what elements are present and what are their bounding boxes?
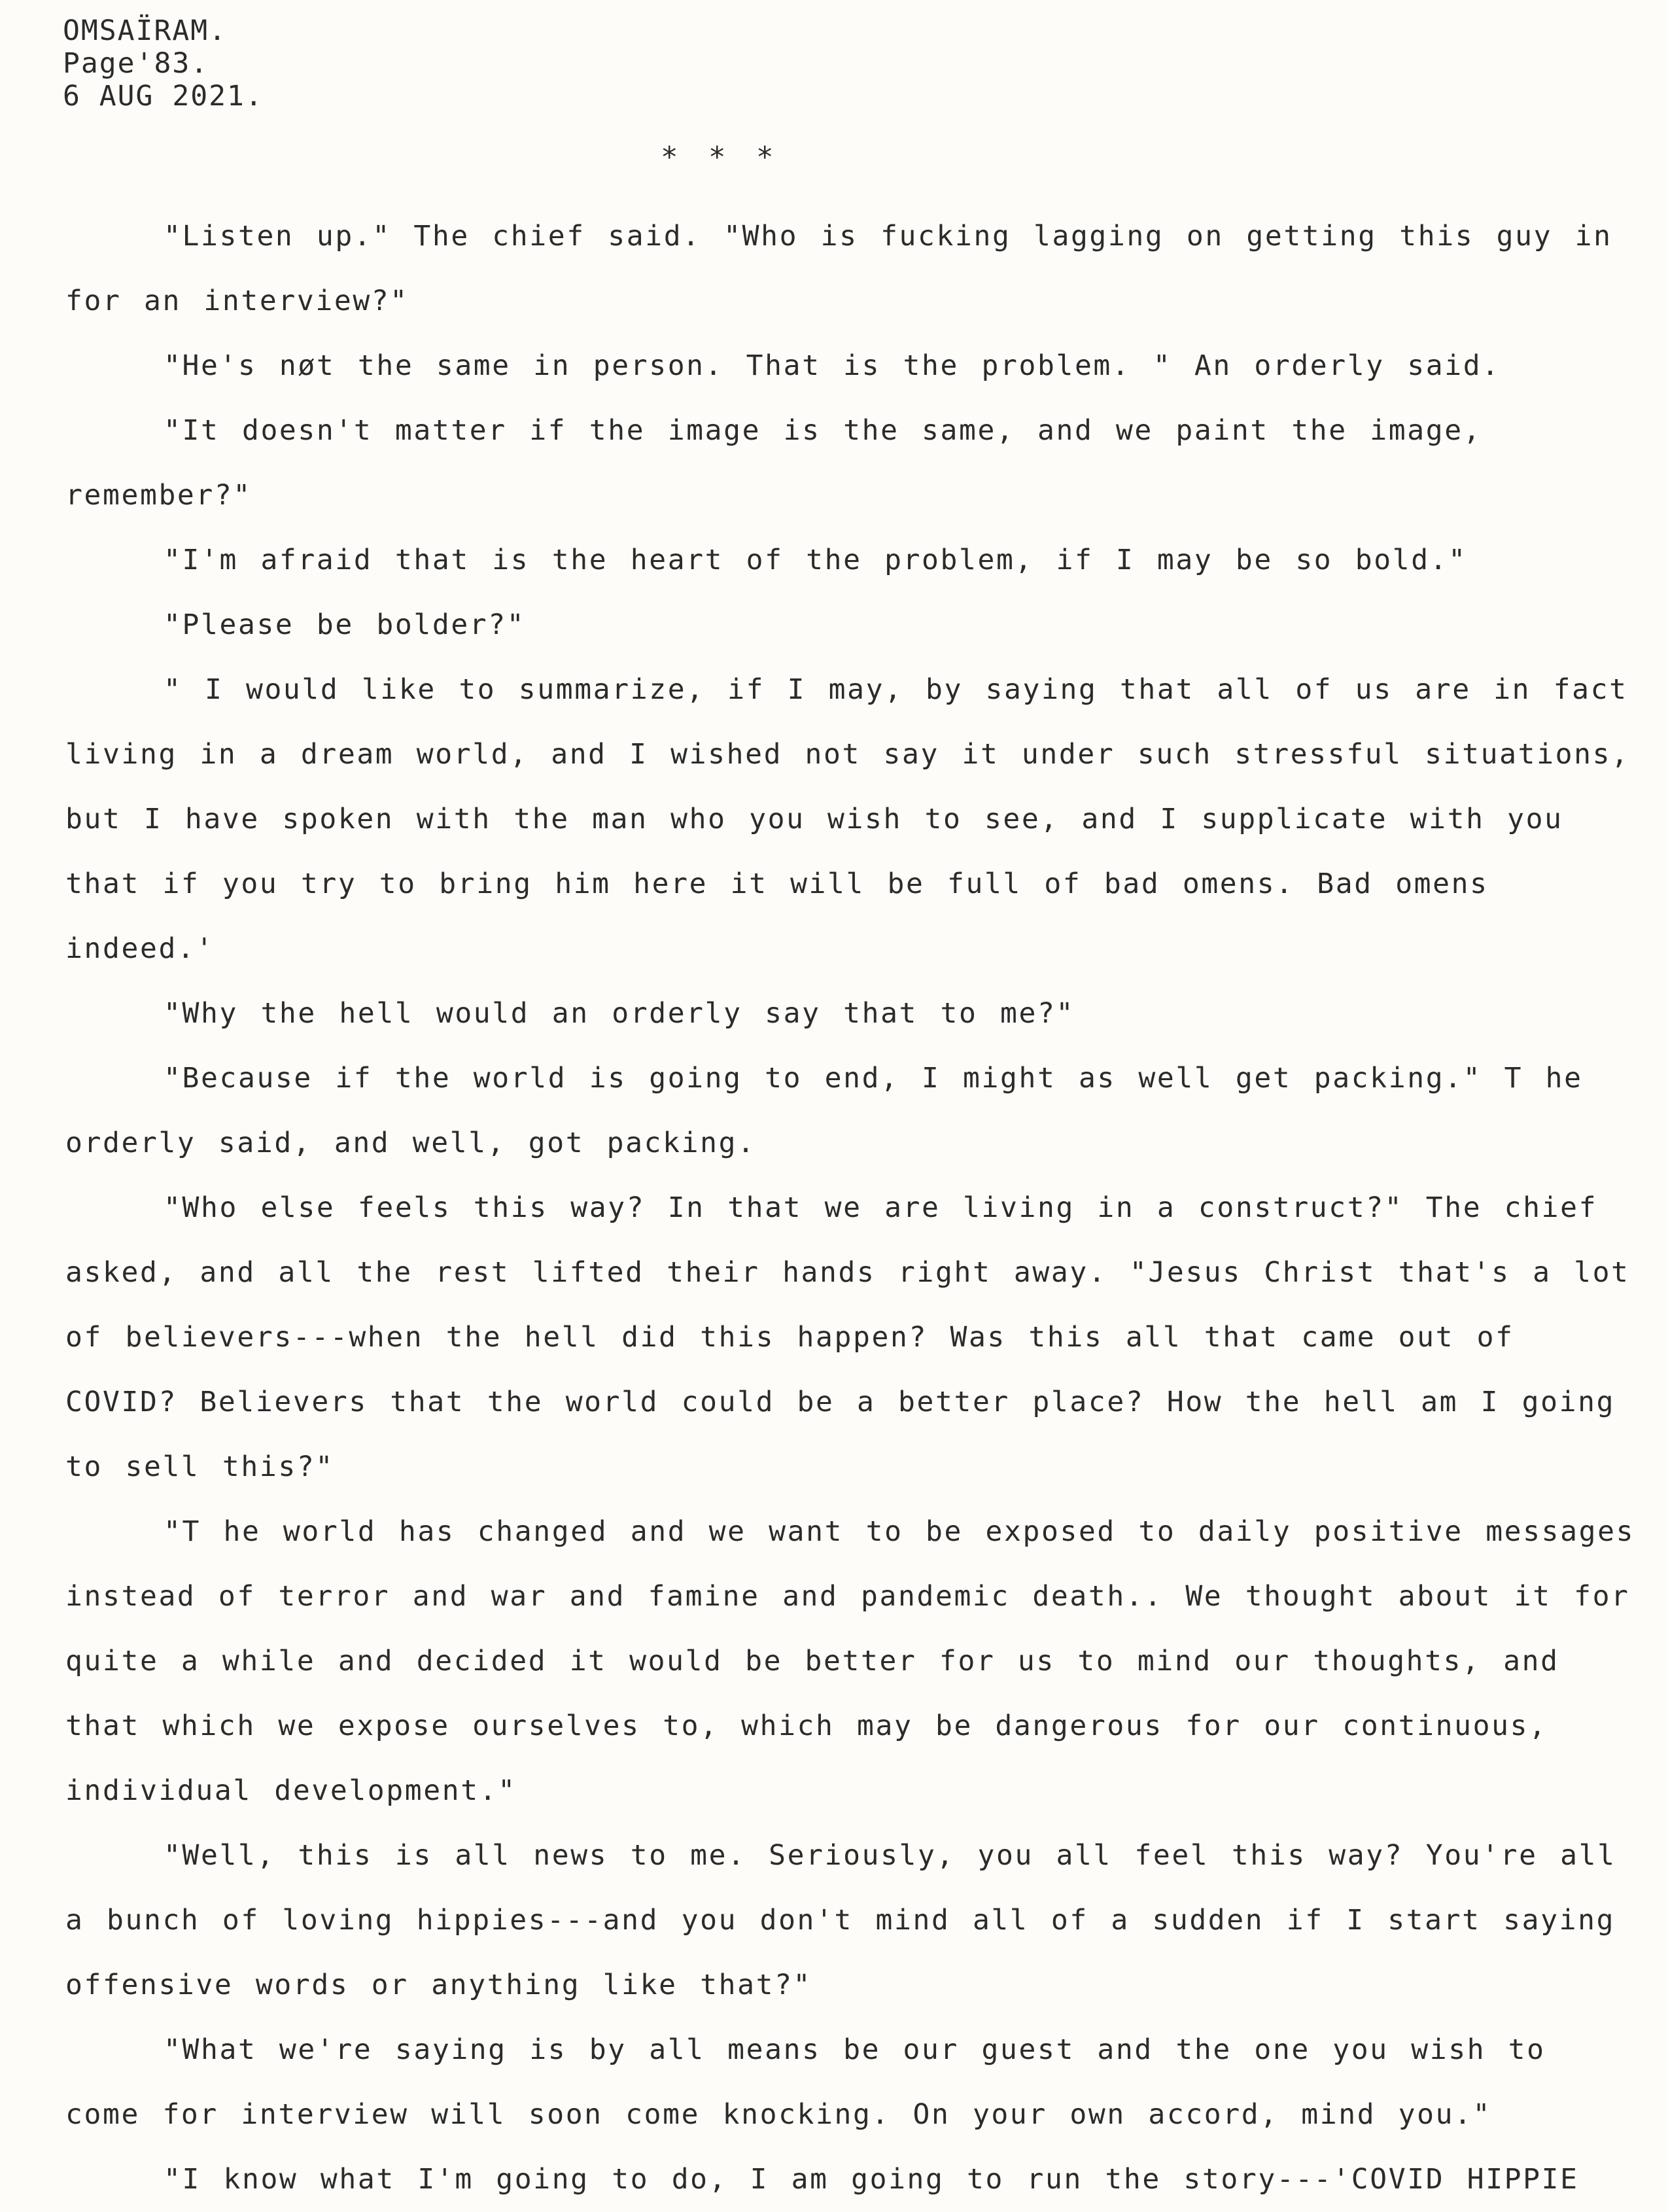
header-page-number: Page'83. <box>63 47 209 80</box>
paragraph: "Well, this is all news to me. Seriously, you all feel this way? You're all a bunch of loving hippies---and you don't mind all of a sudden if I start saying offensive words or anything like that?" <box>65 1839 1616 2001</box>
paragraph: "I'm afraid that is the heart of the problem, if I may be so bold." <box>164 544 1467 576</box>
paragraph: "He's nøt the same in person. That is the problem. " An orderly said. <box>164 349 1501 382</box>
section-separator: * * * <box>661 141 780 174</box>
paragraph: "It doesn't matter if the image is the same, and we paint the image, remember?" <box>65 414 1482 512</box>
paragraph: "Please be bolder?" <box>164 608 526 641</box>
paragraph: "I know what I'm going to do, I am going to run the story---'COVID HIPPIE <box>164 2163 1579 2196</box>
paragraph: "Listen up." The chief said. "Who is fucking lagging on getting this guy in for an interview?" <box>65 220 1612 317</box>
paragraph: "T he world has changed and we want to be exposed to daily positive messages instead of terror and war and famine and pandemic death.. We thought about it for quite a while and decided it would be better for us to mind our thoughts, and that which we expose ourselves to, which may be dangerous for our continuous, individual development." <box>65 1515 1635 1807</box>
story-body <box>65 204 1642 2212</box>
header-date: 6 AUG 2021. <box>63 80 264 113</box>
paragraph: "Who else feels this way? In that we are living in a construct?" The chief asked, and all the rest lifted their hands right away. "Jesus Christ that's a lot of believers---when the hell did this happen? Was this all that came out of COVID? Believers that the world could be a better place? How the hell am I going to sell this?" <box>65 1191 1630 1483</box>
paragraph: "What we're saying is by all means be our guest and the one you wish to come for interview will soon come knocking. On your own accord, mind you." <box>65 2033 1546 2131</box>
header-title: OMSAÏRAM. <box>63 14 227 47</box>
paragraph: "Why the hell would an orderly say that to me?" <box>164 997 1075 1030</box>
paragraph: "Because if the world is going to end, I might as well get packing." T he orderly said, and well, got packing. <box>65 1062 1583 1159</box>
paragraph: " I would like to summarize, if I may, by saying that all of us are in fact living in a dream world, and I wished not say it under such stressful situations, but I have spoken with the man who you wish to see, and I supplicate with you that if you try to bring him here it will be full of bad omens. Bad omens indeed.' <box>65 673 1630 965</box>
page-header <box>63 14 264 113</box>
